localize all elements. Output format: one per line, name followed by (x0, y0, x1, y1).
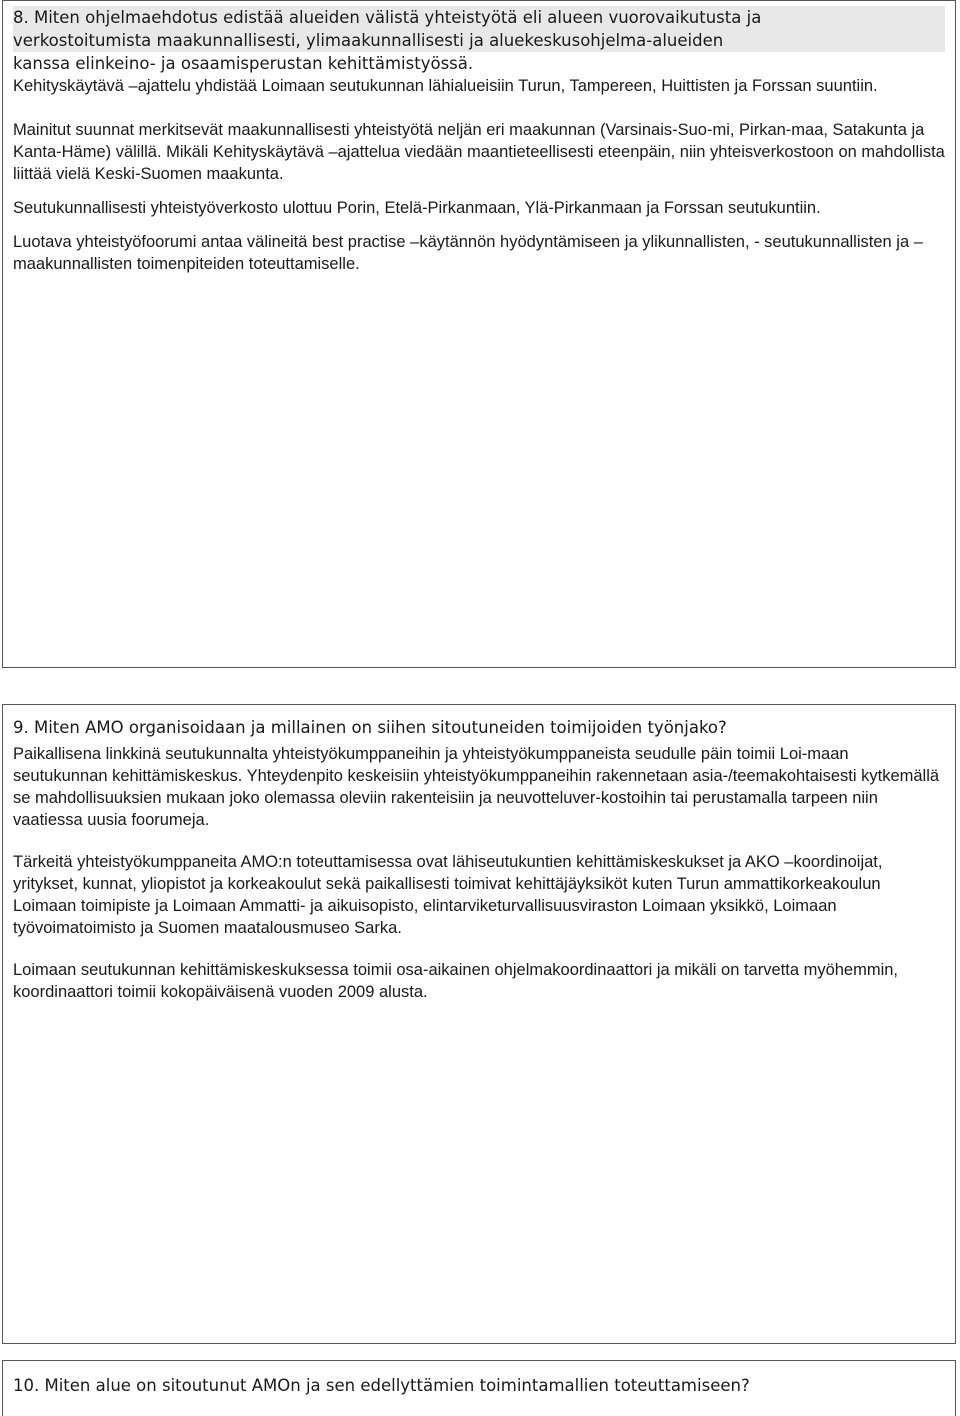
section-8-paragraph-3: Seutukunnallisesti yhteistyöverkosto ulottuu Porin, Etelä-Pirkanmaan, Ylä-Pirkanmaan ja Forssan seutukuntiin. (13, 199, 821, 217)
section-8-paragraph-2: Mainitut suunnat merkitsevät maakunnallisesti yhteistyötä neljän eri maakunnan (Varsinais-Suo-mi, Pirkan-maa, Satakunta ja Kanta-Häme) välillä. Mikäli Kehityskäytävä –ajattelua viedään maantieteellisesti eteenpäin, niin yhteisverkostoon on mahdollista liittää vielä Keski-Suomen maakunta. (13, 121, 945, 183)
section-10-box (2, 1360, 956, 1416)
section-10-question: 10. Miten alue on sitoutunut AMOn ja sen edellyttämien toimintamallien toteuttamiseen? (13, 1376, 750, 1395)
section-8-paragraph-1: Kehityskäytävä –ajattelu yhdistää Loimaan seutukunnan lähialueisiin Turun, Tampereen, Huittisten ja Forssan suuntiin. (13, 77, 878, 95)
section-8-question-line-3: kanssa elinkeino- ja osaamisperustan kehittämistyössä. (13, 54, 474, 73)
section-8-question (13, 6, 945, 52)
section-9-paragraph-2: Tärkeitä yhteistyökumppaneita AMO:n toteuttamisessa ovat lähiseutukuntien kehittämiskeskukset ja AKO –koordinoijat, yritykset, kunnat, yliopistot ja korkeakoulut sekä paikallisesti toimivat kehittäjäyksiköt kuten Turun ammattikorkeakoulun Loimaan toimipiste ja Loimaan Ammatti- ja aikuisopisto, elintarviketurvallisuusviraston Loimaan yksikkö, Loimaan työvoimatoimisto ja Suomen maatalousmuseo Sarka. (13, 853, 883, 937)
section-9-paragraph-1: Paikallisena linkkinä seutukunnalta yhteistyökumppaneihin ja yhteistyökumppaneista seudulle päin toimii Loi-maan seutukunnan kehittämiskeskus. Yhteydenpito keskeisiin yhteistyökumppaneihin rakennetaan asia-/teemakohtaisesti kytkemällä se mahdollisuuksien mukaan joko olemassa oleviin rakenteisiin ja neuvotteluver-kostoihin tai perustamalla tarpeen niin vaatiessa uusia foorumeja. (13, 745, 940, 829)
section-8-question-line-2: verkostoitumista maakunnallisesti, ylimaakunnallisesti ja aluekeskusohjelma-alueiden (13, 31, 724, 50)
section-9-box (2, 704, 956, 1344)
section-9-paragraph-3: Loimaan seutukunnan kehittämiskeskuksessa toimii osa-aikainen ohjelmakoordinaattori ja mikäli on tarvetta myöhemmin, koordinaattori toimii kokopäiväisenä vuoden 2009 alusta. (13, 961, 899, 1001)
section-8-question-line-1: 8. Miten ohjelmaehdotus edistää alueiden välistä yhteistyötä eli alueen vuorovaikutusta ja (13, 8, 762, 27)
section-9-question: 9. Miten AMO organisoidaan ja millainen on siihen sitoutuneiden toimijoiden työnjako? (13, 718, 727, 737)
section-8-box (2, 0, 956, 668)
section-8-paragraph-4: Luotava yhteistyöfoorumi antaa välineitä best practise –käytännön hyödyntämiseen ja ylikunnallisten, - seutukunnallisten ja –maakunnallisten toimenpiteiden toteuttamiselle. (13, 233, 923, 273)
